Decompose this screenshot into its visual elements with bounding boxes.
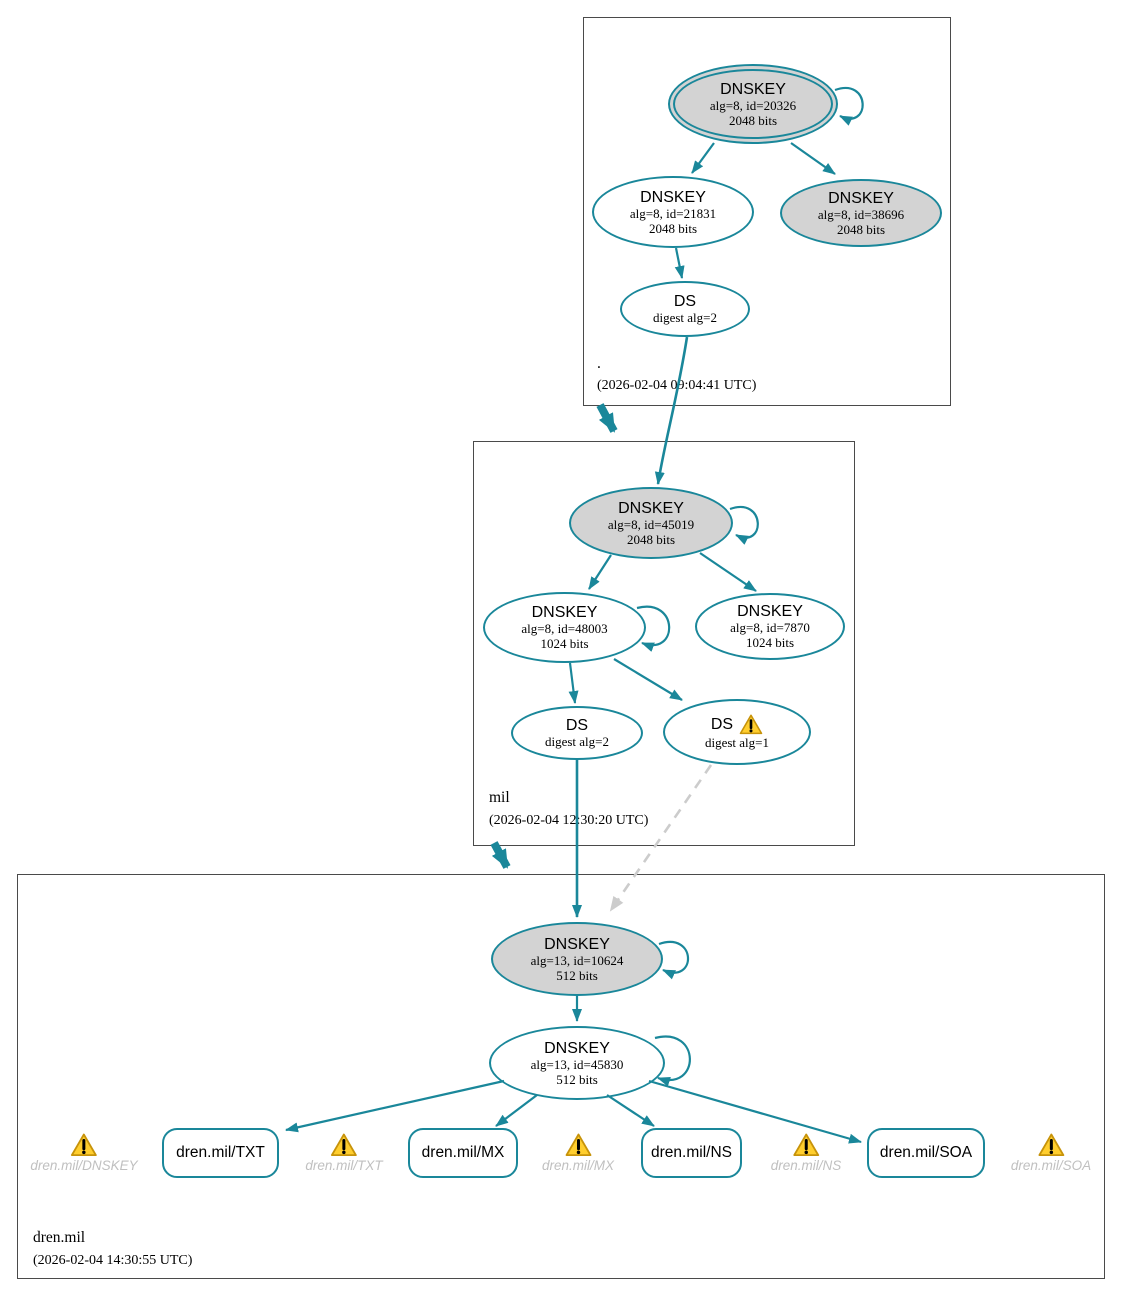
missing-rrset-label: dren.mil/NS [770, 1158, 842, 1173]
node-detail: alg=8, id=20326 [709, 97, 797, 113]
node-detail: alg=8, id=38696 [817, 206, 905, 222]
missing-rrset-dren-dnskey [30, 1133, 137, 1173]
node-title: DS [565, 717, 589, 734]
node-detail: 512 bits [556, 1071, 598, 1087]
zone-label-dren-mil: dren.mil [33, 1229, 86, 1246]
delegation-arrow-mil-dren [494, 843, 507, 867]
node-title: DNSKEY [737, 603, 803, 620]
node-detail: 512 bits [556, 967, 598, 983]
zone-timestamp-root: (2026-02-04 09:04:41 UTC) [597, 378, 757, 393]
rrset-label: dren.mil/SOA [879, 1144, 973, 1161]
rrset-label: dren.mil/TXT [176, 1144, 265, 1161]
node-detail: 1024 bits [745, 635, 795, 650]
zone-timestamp-dren-mil: (2026-02-04 14:30:55 UTC) [33, 1253, 193, 1268]
node-title: DNSKEY [720, 80, 786, 98]
node-detail: alg=8, id=21831 [629, 205, 717, 221]
rrset-node-dren-mx[interactable] [408, 1128, 518, 1178]
warning-icon [564, 1133, 591, 1157]
rrset-label: dren.mil/MX [421, 1144, 505, 1161]
zone-label-mil: mil [489, 789, 510, 806]
rrset-node-dren-txt[interactable] [162, 1128, 279, 1178]
node-title: DNSKEY [828, 189, 894, 207]
warning-icon [70, 1133, 97, 1157]
missing-rrset-label: dren.mil/TXT [305, 1158, 383, 1173]
node-detail: digest alg=1 [704, 735, 770, 750]
ds-node-root[interactable] [620, 281, 750, 337]
rrset-node-dren-soa[interactable] [867, 1128, 985, 1178]
node-title: DNSKEY [544, 935, 610, 953]
warning-icon [739, 714, 763, 735]
missing-rrset-label: dren.mil/SOA [1010, 1158, 1092, 1173]
delegation-arrow-root-mil [600, 405, 614, 431]
missing-rrset-dren-soa [1011, 1133, 1091, 1173]
node-detail: alg=13, id=45830 [530, 1056, 624, 1072]
node-detail: alg=13, id=10624 [530, 952, 624, 968]
dnskey-node-mil-ksk-45019[interactable] [569, 487, 733, 559]
node-detail: alg=8, id=48003 [521, 621, 608, 636]
node-detail: 1024 bits [540, 636, 589, 651]
missing-rrset-dren-txt [305, 1133, 382, 1173]
node-detail: alg=8, id=7870 [730, 620, 810, 635]
node-title: DNSKEY [531, 604, 598, 621]
dnskey-node-mil-zsk-48003[interactable] [483, 592, 646, 663]
missing-rrset-dren-mx [542, 1133, 614, 1173]
dnskey-node-dren-ksk-10624[interactable] [491, 922, 663, 996]
rrset-node-dren-ns[interactable] [641, 1128, 742, 1178]
dnskey-node-dren-zsk-45830[interactable] [489, 1026, 665, 1100]
ds-node-mil-alg1[interactable] [663, 699, 811, 765]
dnskey-node-root-zsk-38696[interactable] [780, 179, 942, 247]
node-title: DS [710, 716, 734, 733]
zone-timestamp-mil: (2026-02-04 12:30:20 UTC) [489, 813, 649, 828]
warning-icon [330, 1133, 357, 1157]
dnskey-node-mil-zsk-7870[interactable] [695, 593, 845, 660]
node-detail: 2048 bits [836, 221, 886, 237]
warning-icon [793, 1133, 820, 1157]
node-detail: digest alg=2 [652, 310, 718, 325]
node-title: DNSKEY [640, 188, 706, 206]
node-title: DNSKEY [618, 499, 684, 517]
rrset-label: dren.mil/NS [651, 1144, 732, 1161]
dnskey-node-root-zsk-21831[interactable] [592, 176, 754, 248]
zone-label-root: . [597, 355, 601, 372]
node-detail: 2048 bits [728, 112, 778, 128]
node-title: DNSKEY [544, 1039, 610, 1057]
warning-icon [1038, 1133, 1065, 1157]
dnskey-node-root-ksk-20326[interactable] [668, 64, 838, 144]
missing-rrset-label: dren.mil/DNSKEY [30, 1158, 138, 1173]
missing-rrset-dren-ns [771, 1133, 842, 1173]
node-title: DS [673, 293, 697, 310]
node-detail: alg=8, id=45019 [607, 516, 695, 532]
node-detail: digest alg=2 [544, 734, 610, 749]
missing-rrset-label: dren.mil/MX [541, 1158, 615, 1173]
node-detail: 2048 bits [626, 531, 676, 547]
ds-node-mil-alg2[interactable] [511, 706, 643, 760]
node-detail: 2048 bits [648, 220, 698, 236]
